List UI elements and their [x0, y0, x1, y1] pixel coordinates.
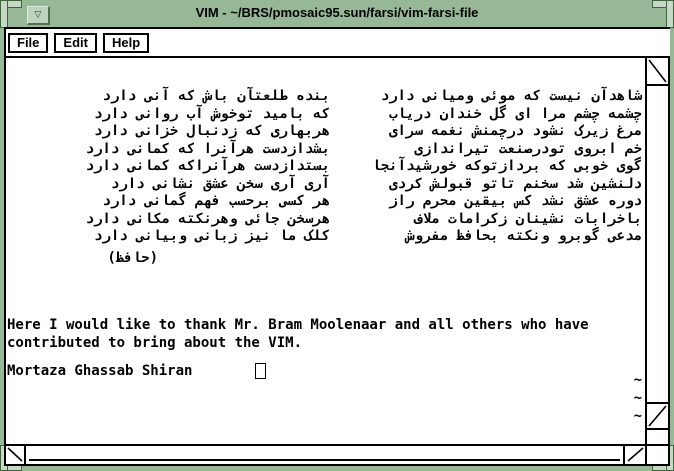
vim-cursor: [255, 363, 266, 379]
window-menu-icon: ▽: [34, 9, 42, 19]
empty-line-tilde: ~: [633, 408, 642, 424]
horizontal-scrollbar[interactable]: [6, 444, 668, 464]
poem-hemistich-left: هربهاری که زدنبال خزانی دارد: [93, 123, 330, 139]
poem-hemistich-left: کلک ما نیز زبانی وبیانی دارد: [93, 228, 330, 244]
poem-hemistich-right: شاهدآن نیست که موئی ومیانی دارد: [380, 88, 642, 104]
vertical-scrollbar-thumb[interactable]: [647, 86, 668, 402]
scroll-down-arrow-icon[interactable]: [647, 402, 668, 430]
english-text-line: contributed to bring about the VIM.: [7, 335, 303, 351]
poem-hemistich-left: هرسخن جائی وهرنکته مکانی دارد: [85, 211, 330, 227]
horizontal-scrollbar-trough-line: [29, 459, 620, 461]
poem-hemistich-right: مرغ زیرک نشود درچمنش نغمه سرای: [389, 123, 642, 139]
poem-hemistich-left: بنده طلعتآن باش که آنی دارد: [102, 88, 330, 104]
horizontal-scrollbar-track[interactable]: [26, 446, 623, 464]
poem-hemistich-left: هر کسی برحسب فهم گمانی دارد: [102, 193, 330, 209]
scrollbar-corner-box: [645, 446, 668, 464]
poem-signature: (حافظ): [107, 250, 158, 266]
poem-hemistich-left: آری آری سخن عشق نشانی دارد: [110, 176, 330, 192]
titlebar[interactable]: [0, 0, 674, 27]
scroll-right-arrow-icon[interactable]: [623, 446, 645, 464]
editor-text-area[interactable]: [6, 58, 645, 444]
author-name: Mortaza Ghassab Shiran: [7, 363, 193, 379]
vertical-scrollbar[interactable]: [645, 58, 668, 444]
menubar: [6, 29, 670, 58]
english-text-line: Here I would like to thank Mr. Bram Moolenaar and all others who have: [7, 317, 589, 333]
poem-hemistich-left: که بامید توخوش آب روانی دارد: [93, 106, 330, 122]
poem-hemistich-right: چشمه چشم مرا ای گل خندان دریاب: [389, 106, 642, 122]
menu-button-edit[interactable]: Edit: [54, 33, 97, 53]
window-title: VIM - ~/BRS/pmosaic95.sun/farsi/vim-farsi-file: [195, 5, 479, 20]
empty-line-tilde: ~: [633, 390, 642, 406]
poem-hemistich-left: بشدازدست هرآنرا که کمانی دارد: [85, 141, 330, 157]
empty-line-tilde: ~: [633, 372, 642, 388]
resize-corner-top-left-arm[interactable]: [0, 0, 8, 28]
poem-hemistich-right: گوی خوبی که بردازتوکه خورشیدآنجا: [372, 158, 642, 174]
poem-hemistich-right: مدعی گوبرو ونکته بحافظ مفروش: [405, 228, 642, 244]
poem-hemistich-right: دوره عشق نشد کس بیقین محرم راز: [389, 193, 642, 209]
vertical-scrollbar-tail: [647, 430, 668, 444]
menu-button-file[interactable]: File: [8, 33, 48, 53]
resize-corner-top-right-arm[interactable]: [666, 0, 674, 28]
poem-hemistich-right: دلنشین شد سخنم تاتو قبولش کردی: [389, 176, 642, 192]
poem-hemistich-right: باخرابات نشینان زکرامات ملاف: [414, 211, 642, 227]
poem-hemistich-left: بستدازدست هرآنراکه کمانی دارد: [85, 158, 330, 174]
scroll-up-arrow-icon[interactable]: [647, 58, 668, 86]
poem-hemistich-right: خم ابروی تودرصنعت تیراندازی: [414, 141, 642, 157]
scroll-left-arrow-icon[interactable]: [6, 446, 26, 464]
menu-button-help[interactable]: Help: [103, 33, 149, 53]
